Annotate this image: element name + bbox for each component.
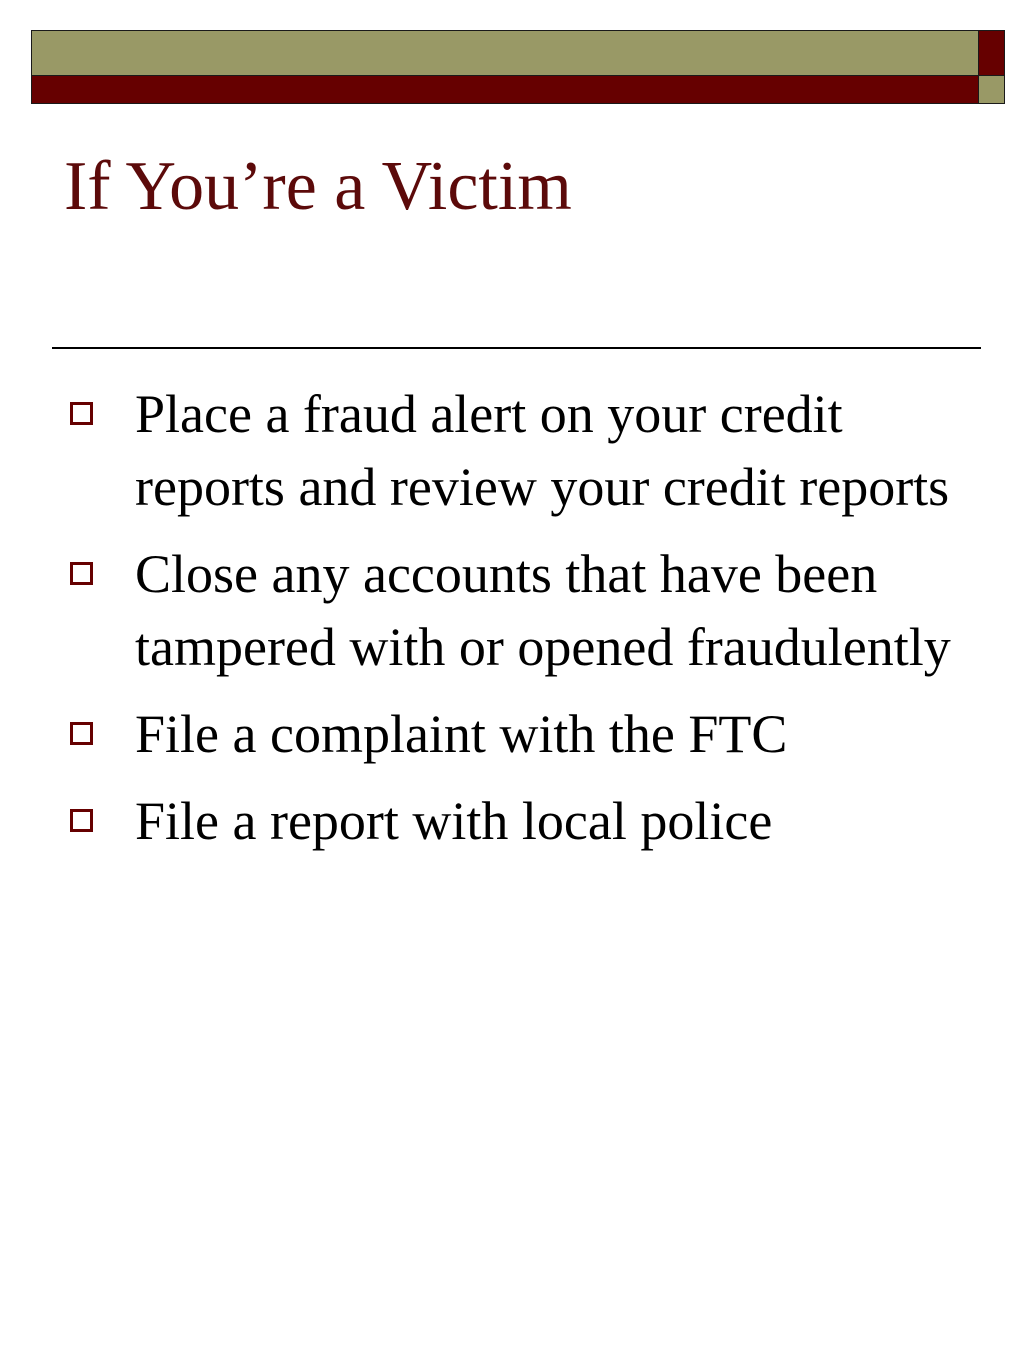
hollow-square-icon <box>70 402 93 425</box>
bullet-text: Place a fraud alert on your credit reports and review your credit reports <box>135 384 950 517</box>
bullet-item <box>0 378 1024 524</box>
bullet-item <box>0 785 1024 858</box>
bullet-item <box>0 698 1024 771</box>
hollow-square-icon <box>70 722 93 745</box>
bullet-list <box>0 378 1024 872</box>
hollow-square-icon <box>70 809 93 832</box>
hollow-square-icon <box>70 562 93 585</box>
header-olive-bar <box>31 30 979 76</box>
bullet-text: File a complaint with the FTC <box>135 704 788 764</box>
slide-title: If You’re a Victim <box>64 148 572 225</box>
header-red-block <box>978 30 1005 76</box>
header-red-bar <box>31 75 979 104</box>
bullet-text: Close any accounts that have been tampered with or opened fraudulently <box>135 544 951 677</box>
bullet-text: File a report with local police <box>135 791 773 851</box>
bullet-item <box>0 538 1024 684</box>
header-olive-block <box>978 75 1005 104</box>
title-divider <box>52 347 981 349</box>
